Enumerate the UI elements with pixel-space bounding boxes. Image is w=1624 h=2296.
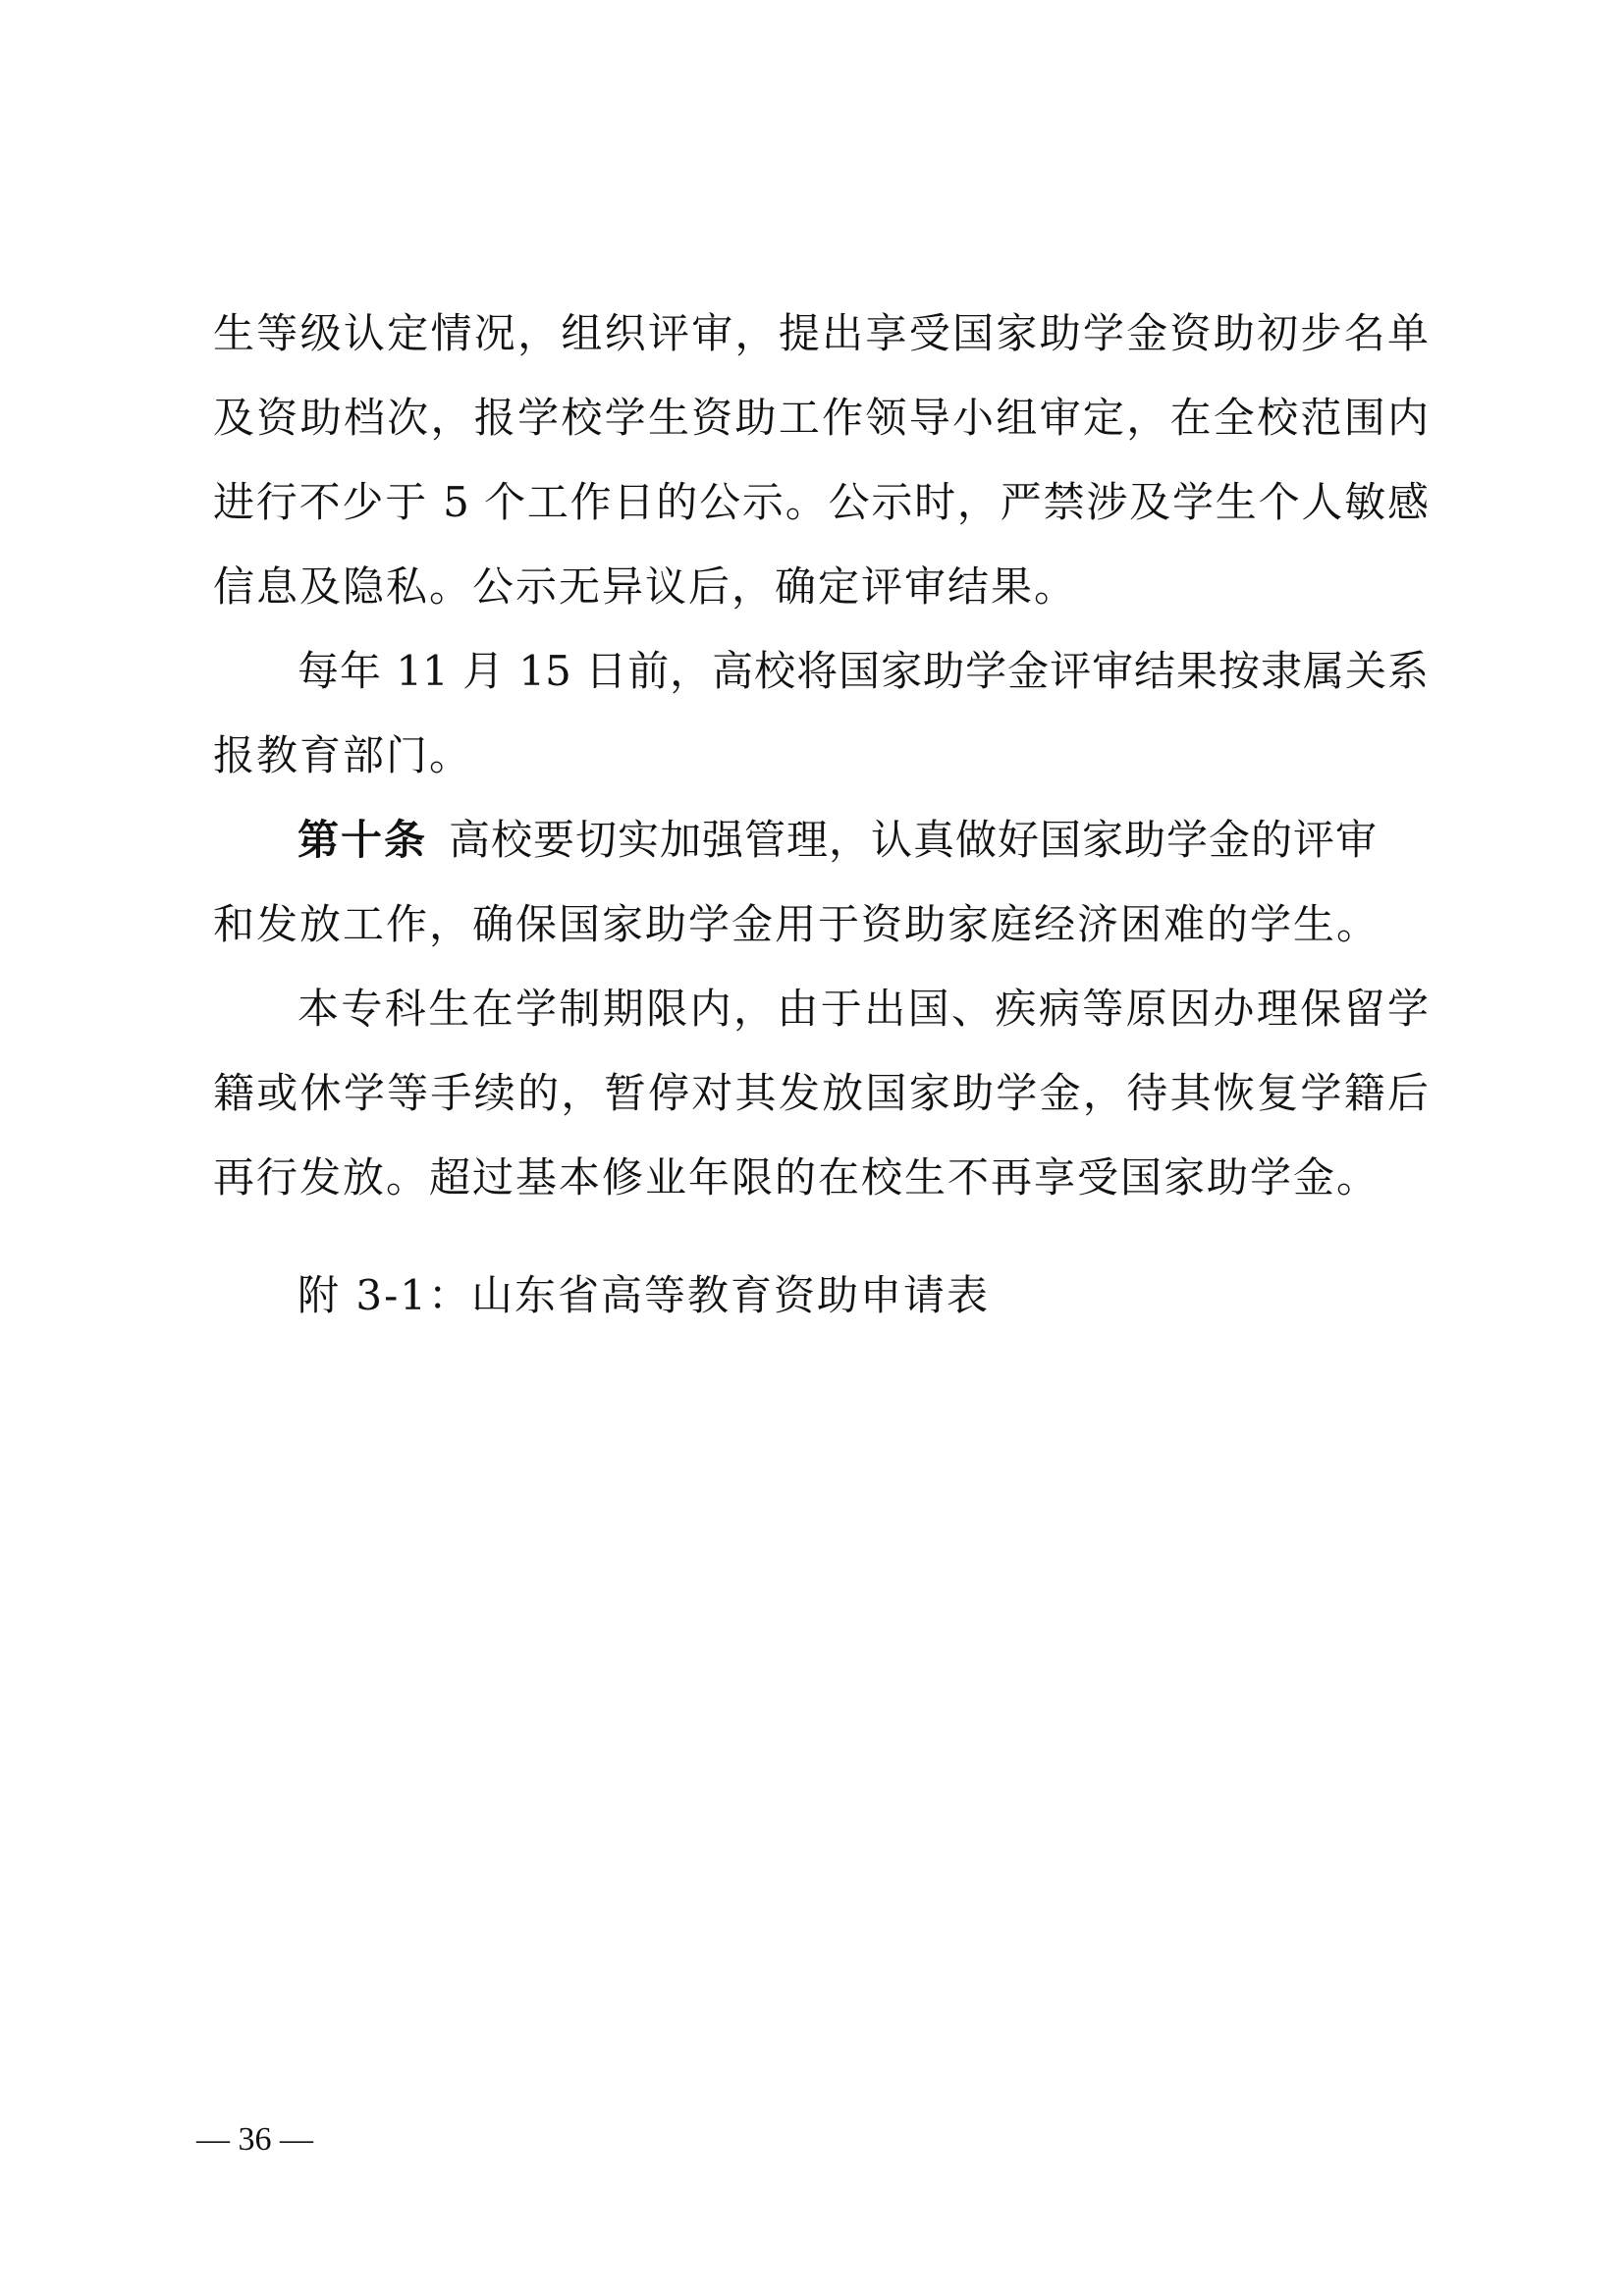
article-label: 第十条 [298,816,428,864]
paragraph-line: 和发放工作，确保国家助学金用于资助家庭经济困难的学生。 [213,900,1380,948]
attachment-reference: 附 3-1：山东省高等教育资助申请表 [298,1271,990,1319]
paragraph-line: 信息及隐私。公示无异议后，确定评审结果。 [213,562,1078,611]
paragraph-line: 进行不少于 5 个工作日的公示。公示时，严禁涉及学生个人敏感 [213,478,1429,526]
paragraph-line: 本专科生在学制期限内，由于出国、疾病等原因办理保留学 [298,985,1429,1033]
page-number: — 36 — [196,2121,313,2158]
article-10-heading-line [298,817,1429,864]
paragraph-line: 再行发放。超过基本修业年限的在校生不再享受国家助学金。 [213,1153,1380,1201]
paragraph-line: 报教育部门。 [213,731,473,779]
paragraph-line: 生等级认定情况，组织评审，提出享受国家助学金资助初步名单 [213,309,1429,357]
paragraph-line: 每年 11 月 15 日前，高校将国家助学金评审结果按隶属关系 [298,647,1429,695]
paragraph-line: 籍或休学等手续的，暂停对其发放国家助学金，待其恢复学籍后 [213,1069,1429,1117]
paragraph-line: 及资助档次，报学校学生资助工作领导小组审定，在全校范围内 [213,394,1429,442]
article-text: 高校要切实加强管理，认真做好国家助学金的评审 [449,816,1379,864]
